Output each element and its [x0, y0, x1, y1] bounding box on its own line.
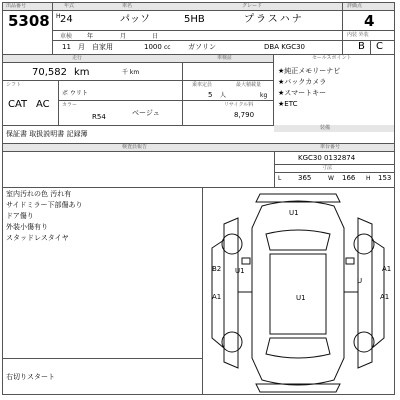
- damage-code-left-a1: A1: [212, 293, 222, 301]
- load-unit: kg: [260, 92, 268, 99]
- car-name: パッソ: [120, 14, 150, 25]
- price-label: リサイクル料: [224, 102, 254, 108]
- exterior-grade: C: [376, 41, 383, 52]
- load-label: 最大積載量: [236, 82, 262, 88]
- year-era: H: [56, 13, 61, 20]
- car-damage-diagram: [202, 188, 394, 394]
- mileage-unit: km: [74, 67, 90, 78]
- score-label: 評価点: [347, 3, 363, 9]
- damage-code-left-u1: U1: [235, 267, 245, 275]
- shaken-month-unit: 月: [78, 43, 85, 51]
- color-name: ベージュ: [132, 109, 160, 117]
- width-value: 166: [342, 174, 356, 182]
- ac-value: AC: [36, 99, 50, 110]
- displacement-unit: cc: [164, 44, 171, 51]
- size-label: 寸法: [322, 165, 333, 171]
- color-label: カラー: [62, 102, 78, 108]
- seats-value: 5: [208, 91, 213, 99]
- vin-label: 車台番号: [320, 144, 341, 150]
- length-value: 365: [298, 174, 312, 182]
- mileage-label: 走行: [72, 55, 83, 61]
- width-label: W: [328, 175, 334, 182]
- shift-value: CAT: [8, 99, 28, 110]
- length-label: L: [278, 175, 282, 182]
- mileage-note: 千 km: [122, 69, 140, 76]
- seats-label: 乗車定員: [192, 82, 213, 88]
- note-item: ドア傷り: [6, 212, 34, 220]
- body-type: 5HB: [184, 14, 205, 25]
- vehicle-use: 自家用: [92, 43, 113, 51]
- door-type: ボ ウリト: [62, 90, 88, 97]
- year-label: 年式: [64, 3, 75, 9]
- inspector-label: 検査員報告: [122, 144, 148, 150]
- damage-code-right-a1b: A1: [380, 293, 390, 301]
- color-code: R54: [92, 113, 106, 121]
- damage-code-right-u: U: [357, 277, 363, 285]
- damage-code-front: U1: [289, 209, 299, 217]
- grade-label: グレード: [242, 3, 263, 9]
- inspect-label: 車検証: [217, 55, 233, 61]
- interior-grade: B: [358, 41, 365, 52]
- height-value: 153: [378, 174, 392, 182]
- row-label-year: 年: [87, 33, 94, 40]
- papers-text: 保証書 取扱説明書 記録簿: [6, 130, 88, 138]
- height-label: H: [366, 175, 371, 182]
- equipment-label: セールスポイント: [312, 55, 352, 61]
- note-bottom: 右切りスタート: [6, 373, 55, 381]
- equipment-item: ★スマートキー: [278, 89, 327, 97]
- equipment-item: ★バックカメラ: [278, 78, 327, 86]
- fuel-type: ガソリン: [188, 43, 216, 51]
- model-code: DBA KGC30: [264, 43, 306, 51]
- note-item: 室内汚れの色 汚れ有: [6, 190, 72, 198]
- note-item: 外装小傷有り: [6, 223, 48, 231]
- vin-number: KGC30 0132874: [298, 154, 356, 162]
- model-year: 24: [60, 14, 73, 25]
- auction-score: 4: [364, 12, 375, 30]
- row-label-day: 日: [152, 33, 159, 40]
- shift-label: シフト: [6, 82, 22, 88]
- mileage-value: 70,582: [32, 67, 67, 78]
- shaken-label: 車検: [60, 33, 73, 40]
- row-label-month: 月: [120, 33, 127, 40]
- damage-code-right-a1: A1: [382, 265, 392, 273]
- seats-unit: 人: [220, 92, 227, 99]
- displacement: 1000: [144, 43, 162, 51]
- equipment-item: ★ETC: [278, 100, 298, 108]
- int-ext-label: 内装 外装: [347, 32, 369, 38]
- equipment-label-2: 装備: [320, 125, 331, 131]
- damage-code-center-u1: U1: [296, 294, 306, 302]
- car-name-label: 車名: [122, 3, 133, 9]
- equipment-item: ★純正メモリーナビ: [278, 67, 341, 75]
- lot-number: 5308: [8, 12, 50, 30]
- note-item: スタッドレスタイヤ: [6, 234, 69, 242]
- grade: プラスハナ: [244, 14, 304, 25]
- note-item: サイドミラー下部傷あり: [6, 201, 83, 209]
- recycle-fee: 8,790: [234, 111, 255, 119]
- shaken-month: 11: [62, 43, 71, 51]
- lot-number-label: 出品番号: [6, 3, 27, 9]
- damage-code-left-b2: B2: [212, 265, 222, 273]
- auction-sheet: [2, 2, 397, 397]
